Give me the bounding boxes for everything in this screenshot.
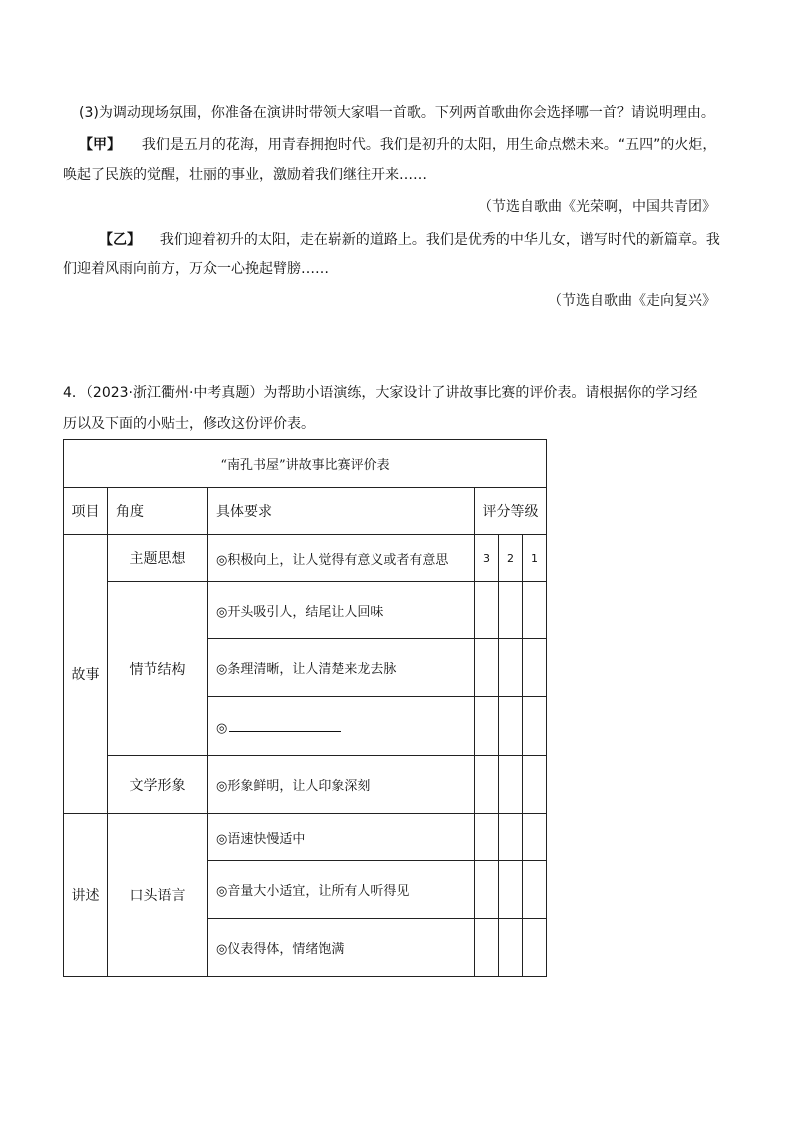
angle-theme: 主题思想: [108, 535, 208, 582]
score-cell[interactable]: [499, 861, 523, 919]
score-cell[interactable]: [475, 756, 499, 814]
score-cell[interactable]: [499, 919, 523, 977]
score-cell[interactable]: [499, 756, 523, 814]
angle-plot: 情节结构: [108, 582, 208, 756]
question-4-line-1: 4．（2023·浙江衢州·中考真题）为帮助小语演练，大家设计了讲故事比赛的评价表。请根据你的学习经: [63, 385, 698, 401]
song-jia-line-2: 唤起了民族的觉醒，壮丽的事业，激励着我们继往开来……: [63, 167, 427, 183]
score-cell[interactable]: [523, 861, 547, 919]
song-yi-label: 【乙】: [99, 232, 141, 248]
header-angle: 角度: [108, 488, 208, 535]
score-cell[interactable]: [523, 639, 547, 697]
score-cell[interactable]: [475, 861, 499, 919]
score-cell[interactable]: [475, 919, 499, 977]
answer-blank-line[interactable]: [229, 717, 341, 732]
header-item: 项目: [64, 488, 108, 535]
score-2: 2: [499, 535, 523, 582]
question-3-prompt: (3)为调动现场氛围，你准备在演讲时带领大家唱一首歌。下列两首歌曲你会选择哪一首？请说明理由。: [79, 105, 715, 121]
header-rating: 评分等级: [475, 488, 547, 535]
score-cell[interactable]: [523, 582, 547, 639]
requirement-plot-1: ◎开头吸引人，结尾让人回味: [208, 582, 475, 639]
song-yi-line-1: [99, 230, 720, 250]
score-cell[interactable]: [523, 697, 547, 756]
table-title: “南孔书屋”讲故事比赛评价表: [64, 440, 547, 488]
score-cell[interactable]: [523, 756, 547, 814]
score-cell[interactable]: [523, 919, 547, 977]
song-yi-line-2: 们迎着风雨向前方，万众一心挽起臂膀……: [63, 261, 329, 277]
requirement-speech-1: ◎语速快慢适中: [208, 814, 475, 861]
requirement-plot-blank[interactable]: [208, 697, 475, 756]
angle-speech: 口头语言: [108, 814, 208, 977]
requirement-speech-2: ◎音量大小适宜，让所有人听得见: [208, 861, 475, 919]
song-jia-label: 【甲】: [79, 137, 121, 153]
song-jia-source: （节选自歌曲《光荣啊，中国共青团》: [478, 199, 716, 215]
score-cell[interactable]: [475, 639, 499, 697]
question-4-line-2: 历以及下面的小贴士，修改这份评价表。: [63, 416, 315, 432]
score-3: 3: [475, 535, 499, 582]
requirement-theme: ◎积极向上，让人觉得有意义或者有意思: [208, 535, 475, 582]
song-yi-source: （节选自歌曲《走向复兴》: [548, 293, 716, 309]
group-telling: 讲述: [64, 814, 108, 977]
requirement-blank-marker: ◎: [216, 720, 228, 736]
requirement-speech-3: ◎仪表得体，情绪饱满: [208, 919, 475, 977]
header-requirement: 具体要求: [208, 488, 475, 535]
requirement-plot-2: ◎条理清晰，让人清楚来龙去脉: [208, 639, 475, 697]
evaluation-table: [63, 439, 547, 977]
score-cell[interactable]: [475, 814, 499, 861]
score-cell[interactable]: [499, 697, 523, 756]
score-cell[interactable]: [475, 697, 499, 756]
song-yi-text: 我们迎着初升的太阳，走在崭新的道路上。我们是优秀的中华儿女，谱写时代的新篇章。我: [159, 232, 720, 248]
score-cell[interactable]: [523, 814, 547, 861]
song-jia-text: 我们是五月的花海，用青春拥抱时代。我们是初升的太阳，用生命点燃未来。“五四”的火炬，: [141, 137, 717, 153]
song-jia-line-1: [79, 135, 716, 155]
angle-image: 文学形象: [108, 756, 208, 814]
score-1: 1: [523, 535, 547, 582]
group-story: 故事: [64, 535, 108, 814]
score-cell[interactable]: [499, 639, 523, 697]
requirement-image: ◎形象鲜明，让人印象深刻: [208, 756, 475, 814]
score-cell[interactable]: [499, 582, 523, 639]
score-cell[interactable]: [475, 582, 499, 639]
score-cell[interactable]: [499, 814, 523, 861]
